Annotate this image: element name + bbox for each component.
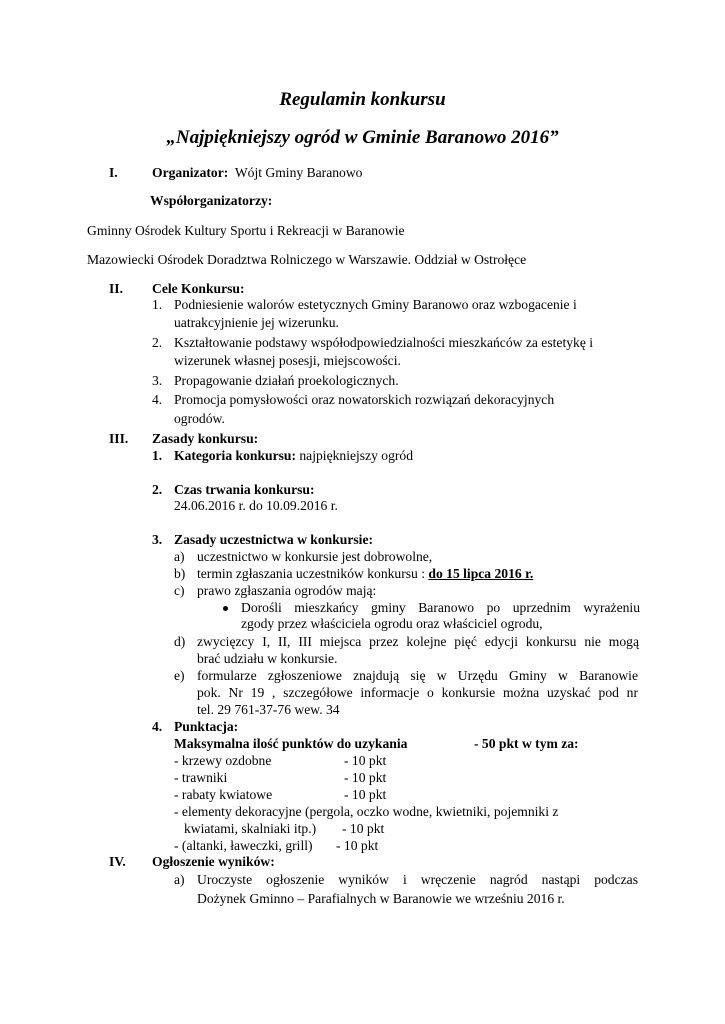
score-item-points: - 10 pkt <box>344 787 387 802</box>
section-4-number: IV. <box>109 854 126 869</box>
score-item-name: - trawniki <box>174 770 228 785</box>
rule-c-letter: c) <box>174 583 185 598</box>
deadline-date: do 15 lipca 2016 r. <box>428 566 534 581</box>
goal-2-line-1: Kształtowanie podstawy współodpowiedzialności mieszkańców za estetykę i <box>174 335 594 350</box>
max-points-value: - 50 pkt w tym za: <box>474 736 579 751</box>
section-2-number: II. <box>109 281 123 296</box>
coorganizers-label: Współorganizatorzy: <box>150 193 273 208</box>
section-3-heading: Zasady konkursu: <box>152 431 259 446</box>
duration-value: 24.06.2016 r. do 10.09.2016 r. <box>174 498 338 513</box>
arbors-points: - 10 pkt <box>336 838 379 853</box>
goal-4-line-1: Promocja pomysłowości oraz nowatorskich rozwiązań dekoracyjnych <box>174 392 555 407</box>
rule-2-number: 2. <box>152 482 163 497</box>
rule-b-text: termin zgłaszania uczestników konkursu : <box>197 566 429 581</box>
results-line-2: Dożynek Gminno – Parafialnych w Baranowie we wrześniu 2016 r. <box>197 891 565 906</box>
rule-4-number: 4. <box>152 719 163 734</box>
bullet-line-1: Dorośli mieszkańcy gminy Baranowo po uprzednim wyrażeniu <box>241 600 640 615</box>
rule-d-letter: d) <box>174 634 186 649</box>
goal-1-number: 1. <box>152 297 163 312</box>
document-subtitle: „Najpiękniejszy ogród w Gminie Baranowo 2016” <box>166 127 559 148</box>
goal-3-line-1: Propagowanie działań proekologicznych. <box>174 373 399 388</box>
duration-label: Czas trwania konkursu: <box>174 482 315 497</box>
decorative-elements-line-1: - elementy dekoracyjne (pergola, oczko wodne, kwietniki, pojemniki z <box>174 804 559 819</box>
goal-2-number: 2. <box>152 335 163 350</box>
goal-2-line-2: wizerunek własnej posesji, miejscowości. <box>174 353 401 368</box>
organizer-value: Wójt Gminy Baranowo <box>234 165 363 180</box>
category-line <box>174 447 413 464</box>
organizer-line <box>152 164 362 181</box>
bullet-line-2: zgody przez właściciela ogrodu oraz właściciel ogrodu, <box>241 616 543 631</box>
section-4-heading: Ogłoszenie wyników: <box>152 854 275 869</box>
score-item-points: - 10 pkt <box>344 753 387 768</box>
coorganizer-1: Gminny Ośrodek Kultury Sportu i Rekreacji w Baranowie <box>87 223 405 238</box>
decorative-elements-points: - 10 pkt <box>342 821 385 836</box>
rule-a-text: uczestnictwo w konkursie jest dobrowolne, <box>197 549 433 564</box>
arbors-line: - (altanki, ławeczki, grill) <box>174 838 313 853</box>
category-value: najpiękniejszy ogród <box>295 448 414 463</box>
document-title: Regulamin konkursu <box>279 89 446 110</box>
section-1-number: I. <box>109 165 118 180</box>
rule-e-line-1: formularze zgłoszeniowe znajdują się w Urzędu Gminy w Baranowie <box>197 668 638 683</box>
score-item-name: - krzewy ozdobne <box>174 753 272 768</box>
participation-label: Zasady uczestnictwa w konkursie: <box>174 532 374 547</box>
category-label: Kategoria konkursu: <box>174 448 296 463</box>
rule-e-letter: e) <box>174 668 185 683</box>
rule-d-line-2: brać udziału w konkursie. <box>197 651 338 666</box>
decorative-elements-line-2: kwiatami, skalniaki itp.) <box>184 821 317 836</box>
goal-4-number: 4. <box>152 392 163 407</box>
rule-1-number: 1. <box>152 448 163 463</box>
goal-4-line-2: ogrodów. <box>174 411 225 426</box>
rule-a-letter: a) <box>174 549 185 564</box>
rule-3-number: 3. <box>152 532 163 547</box>
goal-1-line-1: Podniesienie walorów estetycznych Gminy Baranowo oraz wzbogacenie i <box>174 297 577 312</box>
rule-b-letter: b) <box>174 566 186 581</box>
section-2-heading: Cele Konkursu: <box>152 281 245 296</box>
rule-d-line-1: zwycięzcy I, II, III miejsca przez kolejne pięć edycji konkursu nie mogą <box>197 634 639 649</box>
rule-c-text: prawo zgłaszania ogrodów mają: <box>197 583 377 598</box>
section-3-number: III. <box>109 431 129 446</box>
bullet-icon <box>223 606 228 611</box>
scoring-label: Punktacja: <box>174 719 239 734</box>
results-a-letter: a) <box>174 872 185 887</box>
goal-3-number: 3. <box>152 373 163 388</box>
rule-e-line-2: pok. Nr 19 , szczegółowe informacje o konkursie można uzyskać pod nr <box>197 685 638 700</box>
score-item-points: - 10 pkt <box>344 770 387 785</box>
rule-e-line-3: tel. 29 761-37-76 wew. 34 <box>197 702 340 717</box>
goal-1-line-2: uatrakcyjnienie jej wizerunku. <box>174 315 339 330</box>
rule-b-line <box>197 565 533 582</box>
score-item-name: - rabaty kwiatowe <box>174 787 273 802</box>
organizer-label: Organizator: <box>152 165 229 180</box>
coorganizer-2: Mazowiecki Ośrodek Doradztwa Rolniczego w Warszawie. Oddział w Ostrołęce <box>87 252 527 267</box>
max-points-label: Maksymalna ilość punktów do uzykania <box>174 736 408 751</box>
results-line-1: Uroczyste ogłoszenie wyników i wręczenie nagród nastąpi podczas <box>197 872 638 887</box>
